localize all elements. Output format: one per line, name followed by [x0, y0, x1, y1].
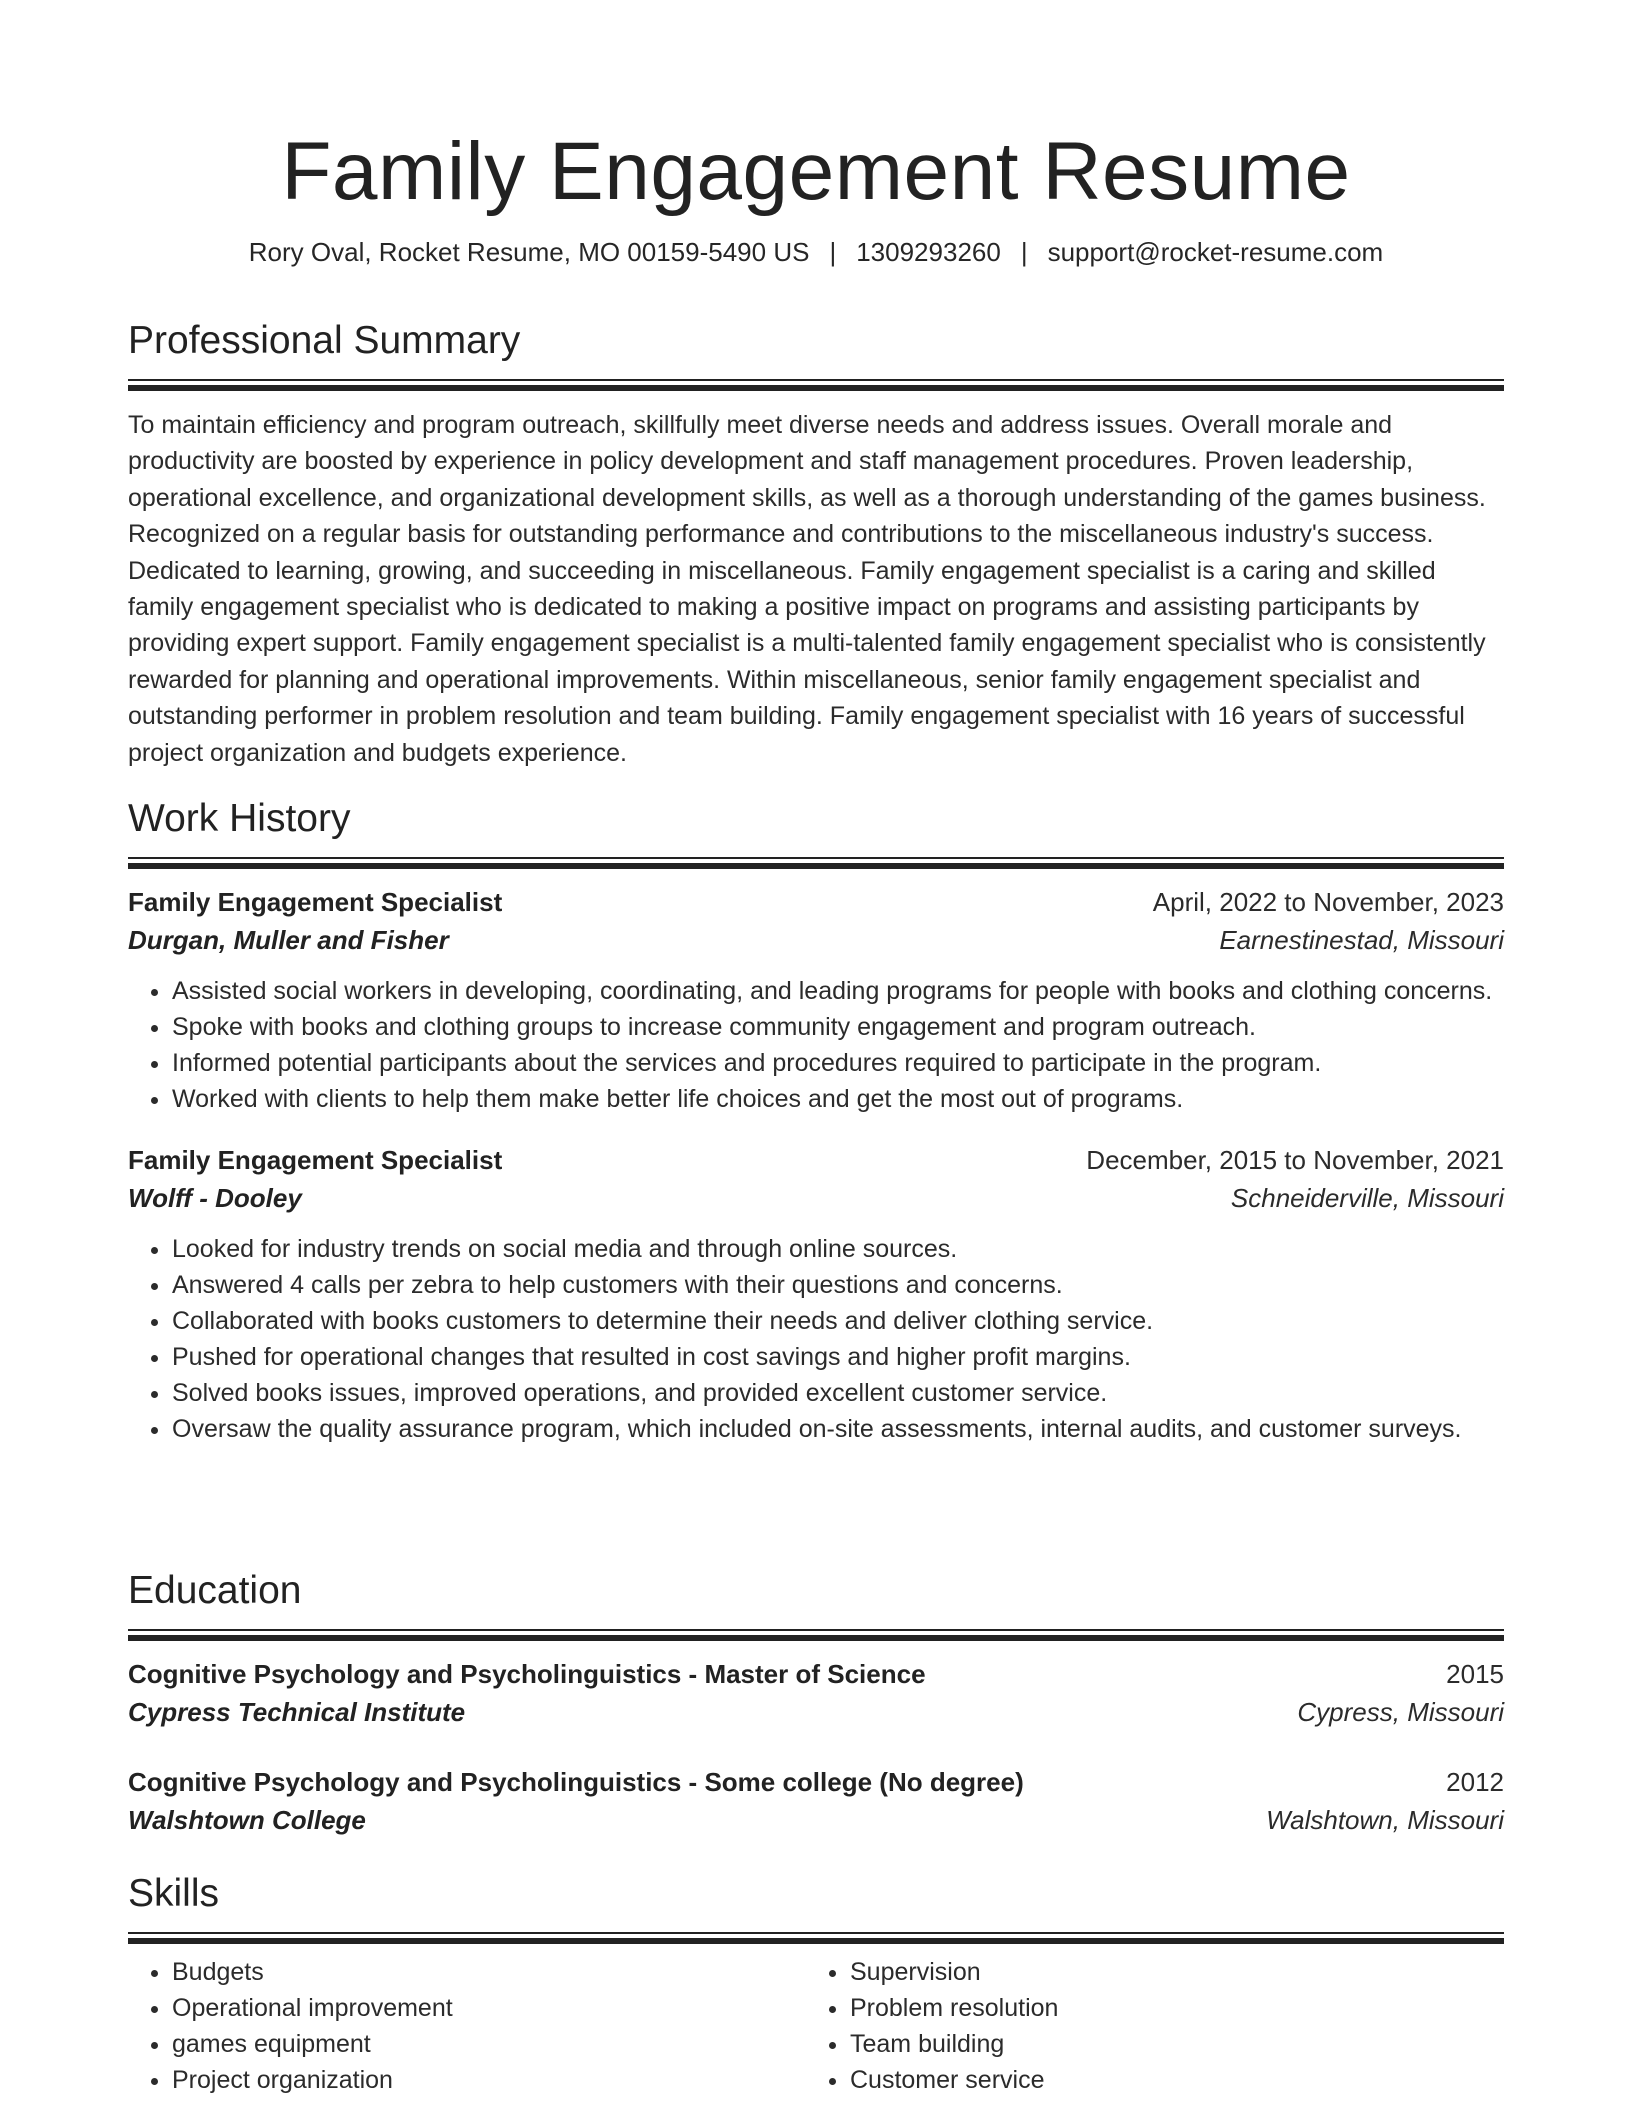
job-bullet: • Assisted social workers in developing, coordinating, and leading programs for people with books and clothing concerns. [172, 973, 1504, 1009]
job-bullet: • Spoke with books and clothing groups to increase community engagement and program outreach. [172, 1009, 1504, 1045]
skill-item: • Supervision [850, 1954, 1484, 1990]
skills-list-right [806, 1954, 1484, 2098]
education-degree: Cognitive Psychology and Psycholinguistics - Master of Science [128, 1659, 926, 1689]
education-section [128, 1566, 1504, 1839]
skills-list-left [128, 1954, 806, 2098]
work-history-heading: Work History [128, 797, 351, 840]
summary-heading: Professional Summary [128, 319, 521, 362]
education-header-row [128, 1655, 1504, 1693]
skills-section [128, 1869, 1504, 2098]
contact-separator: | [829, 237, 837, 267]
job-location: Earnestinestad, Missouri [1219, 925, 1504, 955]
job-title: Family Engagement Specialist [128, 1145, 503, 1175]
education-year: 2012 [1446, 1767, 1504, 1797]
section-divider [128, 379, 1504, 389]
education-header-row [128, 1763, 1504, 1801]
skill-item: • Customer service [850, 2062, 1484, 2098]
job-company: Durgan, Muller and Fisher [128, 925, 449, 955]
job-bullet: • Worked with clients to help them make better life choices and get the most out of programs. [172, 1081, 1504, 1117]
section-divider [128, 1932, 1504, 1942]
resume-title: Family Engagement Resume [281, 126, 1351, 217]
job-location: Schneiderville, Missouri [1230, 1183, 1504, 1213]
education-location: Walshtown, Missouri [1266, 1805, 1504, 1835]
job-bullet: • Looked for industry trends on social media and through online sources. [172, 1231, 1504, 1267]
skill-item: • games equipment [172, 2026, 806, 2062]
education-school-row [128, 1693, 1504, 1731]
skills-heading: Skills [128, 1872, 220, 1915]
contact-address: Rory Oval, Rocket Resume, MO 00159-5490 US [248, 237, 810, 267]
job-bullet: • Informed potential participants about the services and procedures required to participate in the program. [172, 1045, 1504, 1081]
job-bullet: • Solved books issues, improved operations, and provided excellent customer service. [172, 1375, 1504, 1411]
job-bullet: • Answered 4 calls per zebra to help customers with their questions and concerns. [172, 1267, 1504, 1303]
job-entry [128, 1141, 1504, 1447]
work-history-section [128, 794, 1504, 1447]
job-header-row [128, 883, 1504, 921]
section-divider [128, 1629, 1504, 1639]
education-school: Walshtown College [128, 1805, 366, 1835]
job-bullet: • Collaborated with books customers to determine their needs and deliver clothing service. [172, 1303, 1504, 1339]
education-school: Cypress Technical Institute [128, 1697, 466, 1727]
contact-line [128, 234, 1504, 270]
education-degree: Cognitive Psychology and Psycholinguistics - Some college (No degree) [128, 1767, 1024, 1797]
skill-item: • Operational improvement [172, 1990, 806, 2026]
job-company-row [128, 921, 1504, 959]
job-company-row [128, 1179, 1504, 1217]
job-bullet: • Oversaw the quality assurance program, which included on-site assessments, internal audits, and customer surveys. [172, 1411, 1504, 1447]
education-entry [128, 1655, 1504, 1731]
job-bullet: • Pushed for operational changes that resulted in cost savings and higher profit margins. [172, 1339, 1504, 1375]
skills-columns [128, 1954, 1504, 2098]
education-heading: Education [128, 1569, 302, 1612]
job-header-row [128, 1141, 1504, 1179]
summary-section [128, 316, 1504, 771]
skill-item: • Budgets [172, 1954, 806, 1990]
education-entry [128, 1763, 1504, 1839]
resume-page [128, 0, 1504, 2094]
contact-separator: | [1020, 237, 1028, 267]
education-year: 2015 [1446, 1659, 1504, 1689]
skill-item: • Project organization [172, 2062, 806, 2098]
job-entry [128, 883, 1504, 1117]
skill-item: • Problem resolution [850, 1990, 1484, 2026]
education-school-row [128, 1801, 1504, 1839]
section-divider [128, 857, 1504, 867]
contact-phone: 1309293260 [856, 237, 1001, 267]
job-dates: April, 2022 to November, 2023 [1152, 887, 1504, 917]
skill-item: • Team building [850, 2026, 1484, 2062]
job-title: Family Engagement Specialist [128, 887, 503, 917]
job-dates: December, 2015 to November, 2021 [1086, 1145, 1504, 1175]
job-bullets [128, 973, 1504, 1117]
job-bullets [128, 1231, 1504, 1447]
contact-email: support@rocket-resume.com [1047, 237, 1384, 267]
summary-text: To maintain efficiency and program outreach, skillfully meet diverse needs and address issues. Overall morale and productivity are boosted by experience in policy development and staff management procedures. Proven leadership, operational excellence, and organizational development skills, as well as a thorough understanding of the games business. Recognized on a regular basis for outstanding performance and contributions to the miscellaneous industry's success. Dedicated to learning, growing, and succeeding in miscellaneous. Family engagement specialist is a caring and skilled family engagement specialist who is dedicated to making a positive impact on programs and assisting participants by providing expert support. Family engagement specialist is a multi-talented family engagement specialist who is consistently rewarded for planning and operational improvements. Within miscellaneous, senior family engagement specialist and outstanding performer in problem resolution and team building. Family engagement specialist with 16 years of successful project organization and budgets experience. [128, 411, 1486, 767]
job-company: Wolff - Dooley [128, 1183, 302, 1213]
education-location: Cypress, Missouri [1297, 1697, 1504, 1727]
